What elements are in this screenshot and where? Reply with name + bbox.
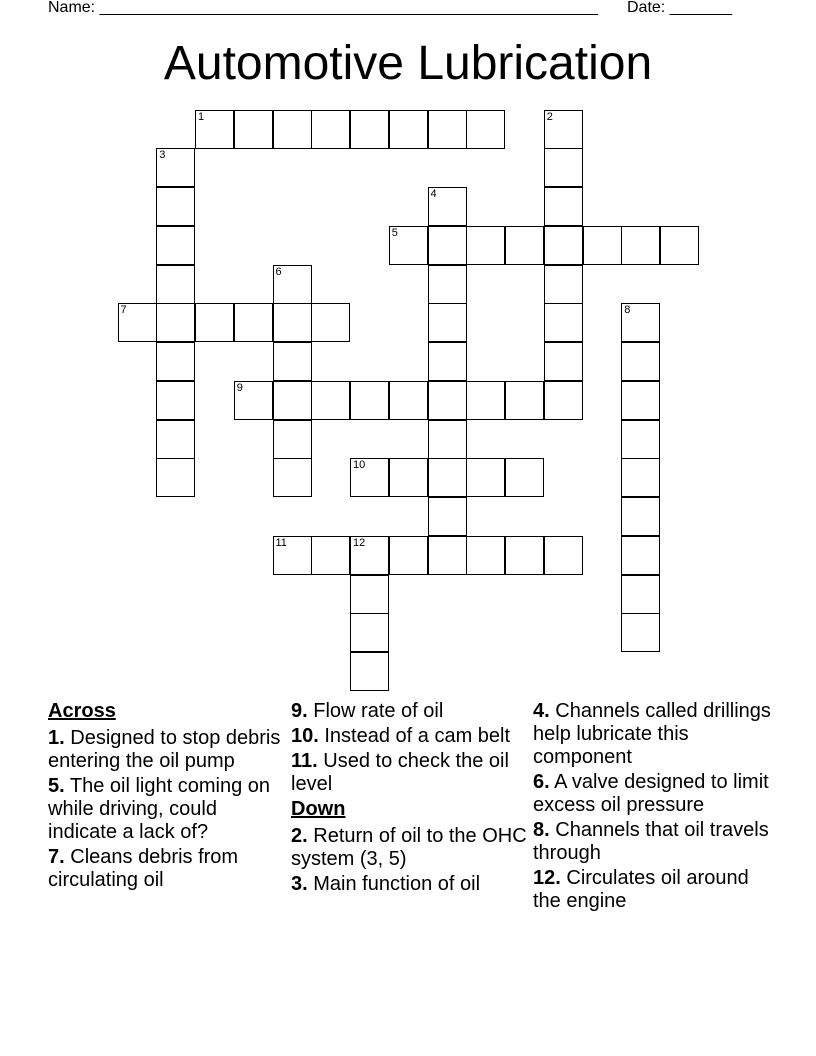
- crossword-cell[interactable]: [621, 458, 660, 497]
- crossword-cell[interactable]: [118, 303, 157, 342]
- clue-across-11: 11. Used to check the oil level: [291, 750, 509, 795]
- across-heading: Across: [48, 700, 116, 722]
- crossword-cell[interactable]: [428, 187, 467, 226]
- crossword-cell[interactable]: [544, 342, 583, 381]
- crossword-cell[interactable]: [544, 536, 583, 575]
- crossword-cell[interactable]: [311, 381, 350, 420]
- crossword-cell[interactable]: [621, 303, 660, 342]
- crossword-cell[interactable]: [621, 226, 660, 265]
- crossword-cell[interactable]: [156, 148, 195, 187]
- crossword-cell[interactable]: [156, 342, 195, 381]
- crossword-cell[interactable]: [156, 381, 195, 420]
- crossword-cell[interactable]: [156, 420, 195, 459]
- crossword-cell[interactable]: [350, 458, 389, 497]
- clue-number: 2: [546, 110, 553, 123]
- crossword-cell[interactable]: [544, 381, 583, 420]
- crossword-cell[interactable]: [273, 342, 312, 381]
- crossword-cell[interactable]: [234, 303, 273, 342]
- crossword-cell[interactable]: [428, 226, 467, 265]
- crossword-cell[interactable]: [428, 536, 467, 575]
- crossword-cell[interactable]: [311, 303, 350, 342]
- clues-column-2: [291, 700, 531, 898]
- crossword-cell[interactable]: [234, 110, 273, 149]
- crossword-cell[interactable]: [466, 226, 505, 265]
- crossword-cell[interactable]: [583, 226, 622, 265]
- crossword-cell[interactable]: [428, 420, 467, 459]
- crossword-cell[interactable]: [466, 458, 505, 497]
- crossword-cell[interactable]: [156, 303, 195, 342]
- crossword-cell[interactable]: [273, 536, 312, 575]
- crossword-cell[interactable]: [505, 536, 544, 575]
- crossword-cell[interactable]: [428, 303, 467, 342]
- crossword-cell[interactable]: [621, 613, 660, 652]
- clue-number: 3: [159, 149, 166, 162]
- crossword-cell[interactable]: [350, 575, 389, 614]
- crossword-cell[interactable]: [389, 536, 428, 575]
- crossword-cell[interactable]: [544, 265, 583, 304]
- crossword-cell[interactable]: [428, 381, 467, 420]
- clue-across-9: 9. Flow rate of oil: [291, 700, 444, 722]
- crossword-cell[interactable]: [505, 381, 544, 420]
- clue-across-1: 1. Designed to stop debris entering the oil pump: [48, 727, 281, 772]
- crossword-cell[interactable]: [156, 187, 195, 226]
- crossword-cell[interactable]: [273, 381, 312, 420]
- clues-column-3: [533, 700, 773, 915]
- clue-across-5: 5. The oil light coming on while driving, could indicate a lack of?: [48, 775, 270, 843]
- crossword-cell[interactable]: [350, 613, 389, 652]
- crossword-cell[interactable]: [350, 652, 389, 691]
- crossword-cell[interactable]: [311, 110, 350, 149]
- crossword-cell[interactable]: [544, 148, 583, 187]
- crossword-cell[interactable]: [350, 536, 389, 575]
- crossword-cell[interactable]: [389, 226, 428, 265]
- clue-down-2: 2. Return of oil to the OHC system (3, 5): [291, 825, 527, 870]
- clue-across-10: 10. Instead of a cam belt: [291, 725, 511, 747]
- clue-down-8: 8. Channels that oil travels through: [533, 819, 769, 864]
- crossword-cell[interactable]: [466, 110, 505, 149]
- down-heading: Down: [291, 798, 346, 820]
- crossword-cell[interactable]: [273, 420, 312, 459]
- clue-number: 11: [275, 536, 287, 549]
- crossword-cell[interactable]: [544, 303, 583, 342]
- crossword-cell[interactable]: [428, 497, 467, 536]
- clue-number: 6: [275, 265, 282, 278]
- clue-down-4: 4. Channels called drillings help lubricate this component: [533, 700, 771, 768]
- clues-column-1: [48, 700, 288, 894]
- crossword-cell[interactable]: [156, 265, 195, 304]
- crossword-cell[interactable]: [273, 110, 312, 149]
- crossword-cell[interactable]: [505, 226, 544, 265]
- clue-number: 4: [430, 188, 437, 200]
- crossword-cell[interactable]: [621, 342, 660, 381]
- crossword-cell[interactable]: [428, 342, 467, 381]
- crossword-cell[interactable]: [273, 303, 312, 342]
- crossword-cell[interactable]: [428, 458, 467, 497]
- crossword-cell[interactable]: [660, 226, 699, 265]
- crossword-cell[interactable]: [621, 575, 660, 614]
- crossword-cell[interactable]: [195, 303, 234, 342]
- crossword-cell[interactable]: [544, 187, 583, 226]
- clue-number: 7: [120, 304, 127, 317]
- page-title: Automotive Lubrication: [163, 37, 653, 90]
- crossword-cell[interactable]: [156, 458, 195, 497]
- crossword-cell[interactable]: [466, 381, 505, 420]
- clue-down-12: 12. Circulates oil around the engine: [533, 867, 749, 912]
- crossword-cell[interactable]: [428, 265, 467, 304]
- clue-number: 12: [353, 536, 366, 549]
- clue-number: 10: [353, 459, 366, 472]
- crossword-cell[interactable]: [389, 458, 428, 497]
- clue-across-7: 7. Cleans debris from circulating oil: [48, 846, 239, 891]
- crossword-cell[interactable]: [389, 110, 428, 149]
- clue-number: 5: [391, 226, 398, 239]
- crossword-cell[interactable]: [311, 536, 350, 575]
- crossword-cell[interactable]: [544, 226, 583, 265]
- crossword-cell[interactable]: [195, 110, 234, 149]
- crossword-cell[interactable]: [544, 110, 583, 149]
- crossword-cell[interactable]: [621, 420, 660, 459]
- crossword-cell[interactable]: [428, 110, 467, 149]
- crossword-cell[interactable]: [621, 497, 660, 536]
- clue-number: 9: [236, 381, 243, 394]
- crossword-cell[interactable]: [350, 110, 389, 149]
- crossword-cell[interactable]: [621, 381, 660, 420]
- clue-down-3: 3. Main function of oil: [291, 873, 481, 895]
- crossword-cell[interactable]: [156, 226, 195, 265]
- crossword-cell[interactable]: [505, 458, 544, 497]
- clue-down-6: 6. A valve designed to limit excess oil pressure: [533, 771, 769, 816]
- crossword-cell[interactable]: [350, 381, 389, 420]
- clue-number: 1: [198, 110, 205, 123]
- name-field-label: Name: ________________________________________________________: [48, 0, 598, 16]
- crossword-cell[interactable]: [273, 265, 312, 304]
- crossword-cell[interactable]: [466, 536, 505, 575]
- clue-number: 8: [624, 304, 631, 317]
- crossword-cell[interactable]: [273, 458, 312, 497]
- crossword-cell[interactable]: [389, 381, 428, 420]
- date-field-label: Date: _______: [627, 0, 732, 16]
- crossword-cell[interactable]: [234, 381, 273, 420]
- crossword-cell[interactable]: [621, 536, 660, 575]
